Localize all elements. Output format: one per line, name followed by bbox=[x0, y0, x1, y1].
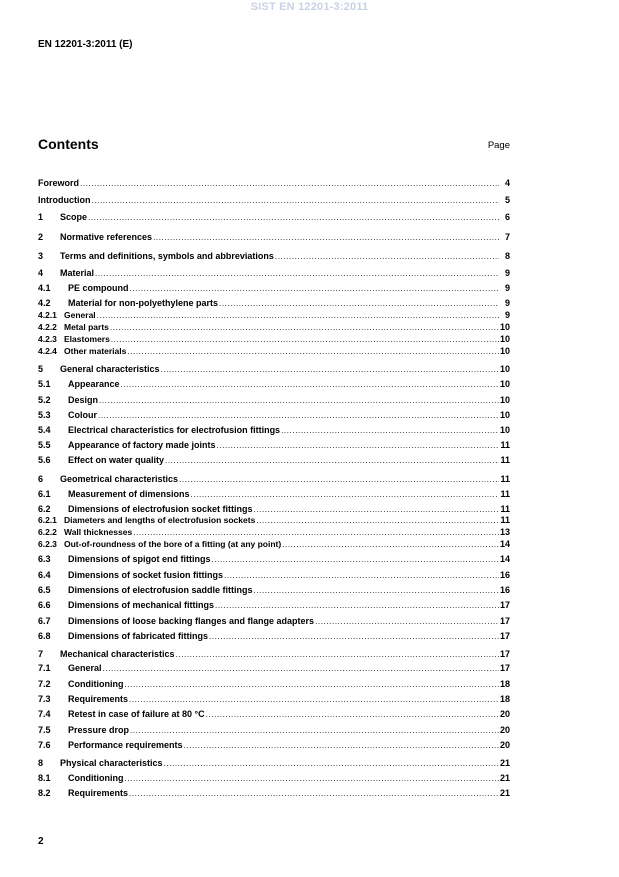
toc-entry-number: 7.4 bbox=[38, 709, 51, 719]
toc-entry-number: 5.5 bbox=[38, 440, 51, 450]
toc-entry[interactable] bbox=[38, 694, 510, 705]
toc-dot-leader bbox=[256, 515, 499, 526]
toc-entry-page: 11 bbox=[500, 504, 510, 514]
toc-entry-number: 6.4 bbox=[38, 570, 51, 580]
toc-entry-title: Dimensions of loose backing flanges and flange adapters bbox=[68, 616, 315, 626]
toc-entry-number: 2 bbox=[38, 232, 44, 242]
toc-dot-leader bbox=[315, 616, 499, 627]
toc-entry[interactable] bbox=[38, 440, 510, 451]
toc-entry-number: 8 bbox=[38, 758, 44, 768]
toc-entry-page: 9 bbox=[504, 298, 510, 308]
toc-entry-title: Dimensions of fabricated fittings bbox=[68, 631, 209, 641]
toc-entry[interactable] bbox=[38, 268, 510, 279]
toc-entry[interactable] bbox=[38, 283, 510, 294]
toc-entry-title: Electrical characteristics for electrofusion fittings bbox=[68, 425, 281, 435]
toc-entry-page: 6 bbox=[504, 212, 510, 222]
toc-entry-number: 1 bbox=[38, 212, 44, 222]
toc-entry-title: General bbox=[68, 663, 102, 673]
toc-entry-page: 11 bbox=[500, 455, 510, 465]
toc-entry-title: Material bbox=[60, 268, 95, 278]
toc-entry[interactable] bbox=[38, 310, 510, 321]
toc-dot-leader bbox=[95, 268, 499, 279]
toc-entry-title: Requirements bbox=[68, 788, 129, 798]
toc-entry-page: 11 bbox=[500, 515, 510, 525]
toc-dot-leader bbox=[224, 570, 499, 581]
toc-entry-number: 6.3 bbox=[38, 554, 51, 564]
toc-entry-page: 10 bbox=[499, 364, 510, 374]
toc-dot-leader bbox=[124, 773, 499, 784]
toc-entry-number: 5.6 bbox=[38, 455, 51, 465]
toc-entry-title: Dimensions of electrofusion socket fittings bbox=[68, 504, 253, 514]
toc-entry[interactable] bbox=[38, 251, 510, 262]
toc-entry-number: 6.2 bbox=[38, 504, 51, 514]
toc-dot-leader bbox=[111, 334, 499, 345]
toc-entry[interactable] bbox=[38, 232, 510, 243]
toc-entry[interactable] bbox=[38, 346, 510, 357]
toc-entry-page: 10 bbox=[499, 334, 510, 344]
toc-entry-title: Retest in case of failure at 80 °C bbox=[68, 709, 205, 719]
toc-dot-leader bbox=[191, 489, 499, 500]
toc-entry-title: Appearance bbox=[68, 379, 120, 389]
toc-entry-number: 6.1 bbox=[38, 489, 51, 499]
toc-entry-number: 5 bbox=[38, 364, 44, 374]
toc-entry-page: 11 bbox=[500, 440, 510, 450]
toc-entry-title: Conditioning bbox=[68, 773, 124, 783]
toc-entry-page: 10 bbox=[499, 379, 510, 389]
toc-entry[interactable] bbox=[38, 212, 510, 223]
toc-entry-number: 5.4 bbox=[38, 425, 51, 435]
toc-entry-page: 20 bbox=[499, 725, 510, 735]
page-column-label: Page bbox=[487, 140, 510, 151]
toc-entry-page: 14 bbox=[499, 539, 510, 549]
toc-entry-page: 20 bbox=[499, 740, 510, 750]
toc-dot-leader bbox=[215, 600, 499, 611]
toc-entry-page: 20 bbox=[499, 709, 510, 719]
toc-entry[interactable] bbox=[38, 773, 510, 784]
toc-entry[interactable] bbox=[38, 649, 510, 660]
toc-entry-page: 5 bbox=[504, 195, 510, 205]
toc-entry-title: Requirements bbox=[68, 694, 129, 704]
toc-dot-leader bbox=[176, 649, 499, 660]
toc-dot-leader bbox=[179, 474, 499, 485]
toc-entry[interactable] bbox=[38, 334, 510, 345]
toc-entry-title: Dimensions of electrofusion saddle fittings bbox=[68, 585, 253, 595]
toc-entry[interactable] bbox=[38, 631, 510, 642]
toc-entry-number: 7.5 bbox=[38, 725, 51, 735]
toc-dot-leader bbox=[98, 410, 499, 421]
toc-entry-number: 8.2 bbox=[38, 788, 51, 798]
toc-entry-title: Dimensions of socket fusion fittings bbox=[68, 570, 224, 580]
toc-entry-title: Dimensions of spigot end fittings bbox=[68, 554, 211, 564]
toc-entry-title: Metal parts bbox=[64, 322, 109, 332]
toc-entry-title: Foreword bbox=[38, 178, 80, 188]
toc-entry-number: 6.2.3 bbox=[38, 539, 57, 549]
toc-dot-leader bbox=[254, 504, 499, 515]
toc-dot-leader bbox=[133, 527, 499, 538]
toc-entry-page: 10 bbox=[499, 425, 510, 435]
toc-entry-page: 10 bbox=[499, 395, 510, 405]
toc-entry-number: 7.2 bbox=[38, 679, 51, 689]
toc-dot-leader bbox=[110, 322, 499, 333]
toc-entry-page: 14 bbox=[499, 554, 510, 564]
toc-entry-number: 4.2.1 bbox=[38, 310, 57, 320]
toc-dot-leader bbox=[209, 631, 499, 642]
toc-entry-title: Elastomers bbox=[64, 334, 110, 344]
toc-entry[interactable] bbox=[38, 322, 510, 333]
toc-entry-number: 3 bbox=[38, 251, 44, 261]
contents-heading: Contents bbox=[38, 136, 99, 152]
toc-entry[interactable] bbox=[38, 725, 510, 736]
toc-entry[interactable] bbox=[38, 740, 510, 751]
toc-entry-number: 5.2 bbox=[38, 395, 51, 405]
toc-dot-leader bbox=[80, 178, 499, 189]
toc-entry[interactable] bbox=[38, 489, 510, 500]
toc-entry-title: Mechanical characteristics bbox=[60, 649, 175, 659]
toc-entry-title: Diameters and lengths of electrofusion sockets bbox=[64, 515, 256, 525]
toc-entry-page: 17 bbox=[499, 600, 510, 610]
toc-entry-title: Geometrical characteristics bbox=[60, 474, 179, 484]
toc-entry-page: 21 bbox=[499, 758, 510, 768]
toc-entry-page: 10 bbox=[499, 346, 510, 356]
toc-dot-leader bbox=[219, 298, 499, 309]
toc-entry-title: Appearance of factory made joints bbox=[68, 440, 216, 450]
toc-entry-number: 6.6 bbox=[38, 600, 51, 610]
toc-entry-title: Terms and definitions, symbols and abbreviations bbox=[60, 251, 274, 261]
toc-dot-leader bbox=[206, 709, 499, 720]
toc-entry-page: 11 bbox=[500, 489, 510, 499]
toc-entry-number: 6.8 bbox=[38, 631, 51, 641]
toc-entry-page: 9 bbox=[504, 283, 510, 293]
toc-entry-page: 21 bbox=[499, 773, 510, 783]
toc-entry-number: 7.3 bbox=[38, 694, 51, 704]
toc-entry[interactable] bbox=[38, 178, 510, 189]
toc-entry[interactable] bbox=[38, 527, 510, 538]
toc-entry-page: 11 bbox=[500, 474, 510, 484]
toc-entry-page: 9 bbox=[504, 310, 510, 320]
toc-entry-title: Introduction bbox=[38, 195, 91, 205]
toc-entry[interactable] bbox=[38, 585, 510, 596]
toc-dot-leader bbox=[129, 694, 499, 705]
toc-entry-title: Normative references bbox=[60, 232, 153, 242]
toc-entry-title: Pressure drop bbox=[68, 725, 130, 735]
toc-dot-leader bbox=[88, 212, 499, 223]
toc-entry-title: Effect on water quality bbox=[68, 455, 165, 465]
toc-dot-leader bbox=[153, 232, 499, 243]
toc-entry-page: 4 bbox=[504, 178, 510, 188]
toc-dot-leader bbox=[161, 364, 499, 375]
toc-entry-number: 4.2.3 bbox=[38, 334, 57, 344]
toc-entry[interactable] bbox=[38, 515, 510, 526]
toc-entry-page: 8 bbox=[504, 251, 510, 261]
toc-dot-leader bbox=[184, 740, 499, 751]
toc-dot-leader bbox=[130, 725, 499, 736]
toc-entry[interactable] bbox=[38, 195, 510, 206]
toc-entry[interactable] bbox=[38, 298, 510, 309]
toc-entry-number: 6.5 bbox=[38, 585, 51, 595]
toc-entry-page: 17 bbox=[499, 649, 510, 659]
toc-dot-leader bbox=[212, 554, 499, 565]
toc-entry-page: 10 bbox=[499, 322, 510, 332]
toc-entry-number: 6.2.2 bbox=[38, 527, 57, 537]
toc-entry-title: Dimensions of mechanical fittings bbox=[68, 600, 215, 610]
toc-entry-title: Physical characteristics bbox=[60, 758, 163, 768]
toc-entry-page: 21 bbox=[499, 788, 510, 798]
toc-dot-leader bbox=[99, 395, 499, 406]
toc-entry[interactable] bbox=[38, 474, 510, 485]
toc-entry-number: 4.2.2 bbox=[38, 322, 57, 332]
toc-entry-number: 7 bbox=[38, 649, 44, 659]
toc-entry-page: 17 bbox=[499, 616, 510, 626]
toc-dot-leader bbox=[121, 379, 499, 390]
toc-dot-leader bbox=[254, 585, 499, 596]
toc-entry[interactable] bbox=[38, 504, 510, 515]
watermark: SIST EN 12201-3:2011 bbox=[250, 1, 369, 13]
toc-entry-title: Out-of-roundness of the bore of a fitting (at any point) bbox=[64, 539, 282, 549]
toc-dot-leader bbox=[282, 539, 499, 550]
toc-entry-title: General characteristics bbox=[60, 364, 160, 374]
toc-dot-leader bbox=[164, 758, 499, 769]
toc-entry-page: 17 bbox=[499, 631, 510, 641]
toc-dot-leader bbox=[129, 788, 499, 799]
toc-entry[interactable] bbox=[38, 709, 510, 720]
toc-entry-number: 4.2.4 bbox=[38, 346, 57, 356]
page-number: 2 bbox=[38, 836, 44, 847]
toc-entry[interactable] bbox=[38, 554, 510, 565]
toc-entry-title: Other materials bbox=[64, 346, 127, 356]
toc-entry[interactable] bbox=[38, 600, 510, 611]
toc-dot-leader bbox=[275, 251, 499, 262]
toc-entry-page: 13 bbox=[499, 527, 510, 537]
toc-entry-number: 4.1 bbox=[38, 283, 51, 293]
toc-entry-number: 6.7 bbox=[38, 616, 51, 626]
toc-entry-title: PE compound bbox=[68, 283, 129, 293]
toc-entry-number: 5.1 bbox=[38, 379, 51, 389]
toc-entry-page: 7 bbox=[504, 232, 510, 242]
document-id: EN 12201-3:2011 (E) bbox=[38, 39, 133, 50]
toc-entry[interactable] bbox=[38, 570, 510, 581]
toc-entry-title: Design bbox=[68, 395, 99, 405]
toc-entry[interactable] bbox=[38, 410, 510, 421]
toc-entry[interactable] bbox=[38, 395, 510, 406]
toc-dot-leader bbox=[103, 663, 499, 674]
toc-entry-title: Measurement of dimensions bbox=[68, 489, 190, 499]
toc-entry-page: 18 bbox=[499, 679, 510, 689]
toc-entry[interactable] bbox=[38, 616, 510, 627]
toc-entry-number: 4 bbox=[38, 268, 44, 278]
toc-entry-title: Performance requirements bbox=[68, 740, 183, 750]
toc-entry[interactable] bbox=[38, 539, 510, 550]
toc-entry-page: 17 bbox=[499, 663, 510, 673]
toc-entry-title: General bbox=[64, 310, 96, 320]
toc-entry-page: 10 bbox=[499, 410, 510, 420]
toc-entry[interactable] bbox=[38, 788, 510, 799]
toc-entry-number: 8.1 bbox=[38, 773, 51, 783]
toc-dot-leader bbox=[130, 283, 500, 294]
toc-entry-title: Conditioning bbox=[68, 679, 124, 689]
toc-dot-leader bbox=[165, 455, 499, 466]
toc-entry[interactable] bbox=[38, 379, 510, 390]
toc-entry-title: Wall thicknesses bbox=[64, 527, 133, 537]
toc-entry-number: 6.2.1 bbox=[38, 515, 57, 525]
toc-entry-number: 6 bbox=[38, 474, 44, 484]
toc-entry[interactable] bbox=[38, 455, 510, 466]
toc-entry[interactable] bbox=[38, 364, 510, 375]
toc-entry[interactable] bbox=[38, 679, 510, 690]
toc-dot-leader bbox=[97, 310, 499, 321]
toc-entry-title: Scope bbox=[60, 212, 88, 222]
toc-entry[interactable] bbox=[38, 425, 510, 436]
toc-dot-leader bbox=[281, 425, 499, 436]
toc-dot-leader bbox=[124, 679, 499, 690]
toc-entry[interactable] bbox=[38, 663, 510, 674]
toc-dot-leader bbox=[92, 195, 500, 206]
toc-dot-leader bbox=[217, 440, 499, 451]
toc-entry-number: 4.2 bbox=[38, 298, 51, 308]
toc-entry-number: 7.6 bbox=[38, 740, 51, 750]
toc-entry-page: 16 bbox=[499, 585, 510, 595]
toc-entry-title: Material for non-polyethylene parts bbox=[68, 298, 219, 308]
toc-entry[interactable] bbox=[38, 758, 510, 769]
toc-entry-title: Colour bbox=[68, 410, 97, 420]
toc-dot-leader bbox=[127, 346, 499, 357]
toc-entry-page: 18 bbox=[499, 694, 510, 704]
toc-entry-number: 5.3 bbox=[38, 410, 51, 420]
toc-entry-page: 9 bbox=[504, 268, 510, 278]
toc-entry-page: 16 bbox=[499, 570, 510, 580]
toc-entry-number: 7.1 bbox=[38, 663, 51, 673]
